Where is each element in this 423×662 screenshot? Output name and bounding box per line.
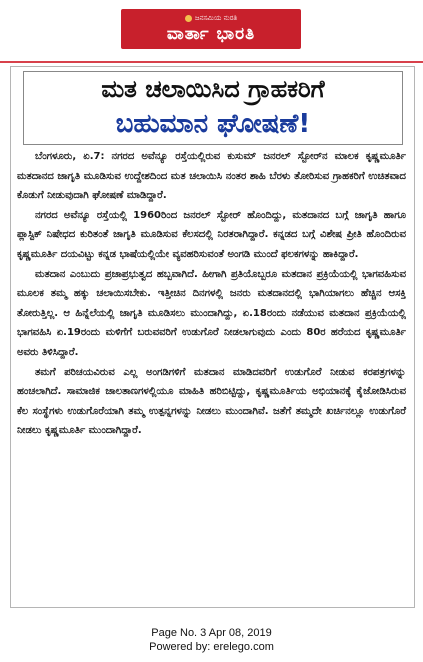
article-paragraph: ತಮಗೆ ಪರಿಚಯವಿರುವ ಎಲ್ಲ ಅಂಗಡಿಗಳಿಗೆ ಮತದಾನ ಮಾಡಿದವರಿಗೆ ಉಡುಗೊರೆ ನೀಡುವ ಕರಪತ್ರಗಳನ್ನು ಹಂಚಲಾಗಿದೆ. ಸಾಮಾಜಿಕ ಜಾಲತಾಣಗಳಲ್ಲಿಯೂ ಮಾಹಿತಿ ಹರಿಬಿಟ್ಟಿದ್ದು, ಕೃಷ್ಣಮೂರ್ತಿಯ ಅಭಿಯಾನಕ್ಕೆ ಕೈಜೋಡಿಸಿರುವ ಕೆಲ ಸಂಸ್ಥೆಗಳು ಉಡುಗೊರೆಯಾಗಿ ತಮ್ಮ ಉತ್ಪನ್ನಗಳನ್ನು ನೀಡಲು ಮುಂದಾಗಿವೆ. ಜತೆಗೆ ತಮ್ಮದೇ ಖರ್ಚಿನಲ್ಲೂ ಉಡುಗೊರೆ ನೀಡಲು ಕೃಷ್ಣಮೂರ್ತಿ ಮುಂದಾಗಿದ್ದಾರೆ. [17, 366, 406, 437]
page-number-date: Page No. 3 Apr 08, 2019 [151, 627, 272, 639]
news-clipping [10, 66, 415, 608]
logo-brand-name: ವಾರ್ತಾ ಭಾರತಿ [166, 23, 256, 44]
article-paragraph: ನಗರದ ಅವೆನ್ಯೂ ರಸ್ತೆಯಲ್ಲಿ 1960ರಿಂದ ಜನರಲ್ ಸ್ಟೋರ್ ಹೊಂದಿದ್ದು, ಮತದಾನದ ಬಗ್ಗೆ ಜಾಗೃತಿ ಹಾಗೂ ಪ್ಲಾಸ್ಟಿಕ್ ನಿಷೇಧದ ಕುರಿತಂತೆ ಜಾಗೃತಿ ಮೂಡಿಸುವ ಕೆಲಸದಲ್ಲಿ ನಿರತರಾಗಿದ್ದಾರೆ. ಕನ್ನಡದ ಬಗ್ಗೆ ವಿಶೇಷ ಪ್ರೀತಿ ಹೊಂದಿರುವ ಕೃಷ್ಣಮೂರ್ತಿ ದಯವಿಟ್ಟು ಕನ್ನಡ ಭಾಷೆಯಲ್ಲಿಯೇ ವ್ಯವಹರಿಸುವಂತೆ ಅಂಗಡಿ ಮುಂದೆ ಫಲಕಗಳನ್ನು ಹಾಕಿದ್ದಾರೆ. [17, 209, 406, 260]
article-paragraph: ಬೆಂಗಳೂರು, ಏ.7: ನಗರದ ಅವೆನ್ಯೂ ರಸ್ತೆಯಲ್ಲಿರುವ ಕುಸುಮ್ ಜನರಲ್ ಸ್ಟೋರ್‌ನ ಮಾಲಕ ಕೃಷ್ಣಮೂರ್ತಿ ಮತದಾನದ ಜಾಗೃತಿ ಮೂಡಿಸುವ ಉದ್ದೇಶದಿಂದ ಮತ ಚಲಾಯಿಸಿ ನಂತರ ಶಾಹಿ ಬೆರಳು ತೋರಿಸುವ ಗ್ರಾಹಕರಿಗೆ ಉಚಿತವಾದ ಕೊಡುಗೆ ನೀಡುವುದಾಗಿ ಘೋಷಣೆ ಮಾಡಿದ್ದಾರೆ. [17, 151, 406, 202]
headline-line-1: ಮತ ಚಲಾಯಿಸಿದ ಗ್ರಾಹಕರಿಗೆ [101, 75, 325, 103]
headline-line-2: ಬಹುಮಾನ ಘೋಷಣೆ! [115, 109, 311, 139]
newspaper-logo [121, 9, 301, 49]
logo-tagline-text: ಜನಸಮಿಯ ನುರತಿ [194, 13, 238, 22]
page-footer [0, 626, 423, 654]
headline-box [23, 71, 403, 145]
logo-tagline [185, 14, 237, 23]
powered-by: Powered by: erelego.com [149, 641, 274, 653]
logo-emblem-icon [185, 15, 192, 22]
header-divider [0, 61, 423, 63]
article-paragraph: ಮತದಾನ ಎಂಬುದು ಪ್ರಜಾಪ್ರಭುತ್ವದ ಹಬ್ಬವಾಗಿದೆ. ಹೀಗಾಗಿ ಪ್ರತಿಯೊಬ್ಬರೂ ಮತದಾನ ಪ್ರಕ್ರಿಯೆಯಲ್ಲಿ ಭಾಗವಹಿಸುವ ಮೂಲಕ ತಮ್ಮ ಹಕ್ಕು ಚಲಾಯಿಸಬೇಕು. ಇತ್ತೀಚಿನ ದಿನಗಳಲ್ಲಿ ಜನರು ಮತದಾನದಲ್ಲಿ ಭಾಗಿಯಾಗಲು ಹೆಚ್ಚಿನ ಆಸಕ್ತಿ ತೋರುತ್ತಿಲ್ಲ. ಆ ಹಿನ್ನೆಲೆಯಲ್ಲಿ ಜಾಗೃತಿ ಮೂಡಿಸಲು ಮುಂದಾಗಿದ್ದು, ಏ.18ರಂದು ನಡೆಯುವ ಮತದಾನ ಪ್ರಕ್ರಿಯೆಯಲ್ಲಿ ಭಾಗವಹಿಸಿ ಏ.19ರಂದು ಮಳಿಗೆಗೆ ಬರುವವರಿಗೆ ಉಡುಗೊರೆ ನೀಡಲಾಗುವುದು ಎಂದು 80ರ ಹರೆಯದ ಕೃಷ್ಣಮೂರ್ತಿ ಅವರು ತಿಳಿಸಿದ್ದಾರೆ. [17, 268, 406, 358]
article-body [17, 147, 406, 441]
